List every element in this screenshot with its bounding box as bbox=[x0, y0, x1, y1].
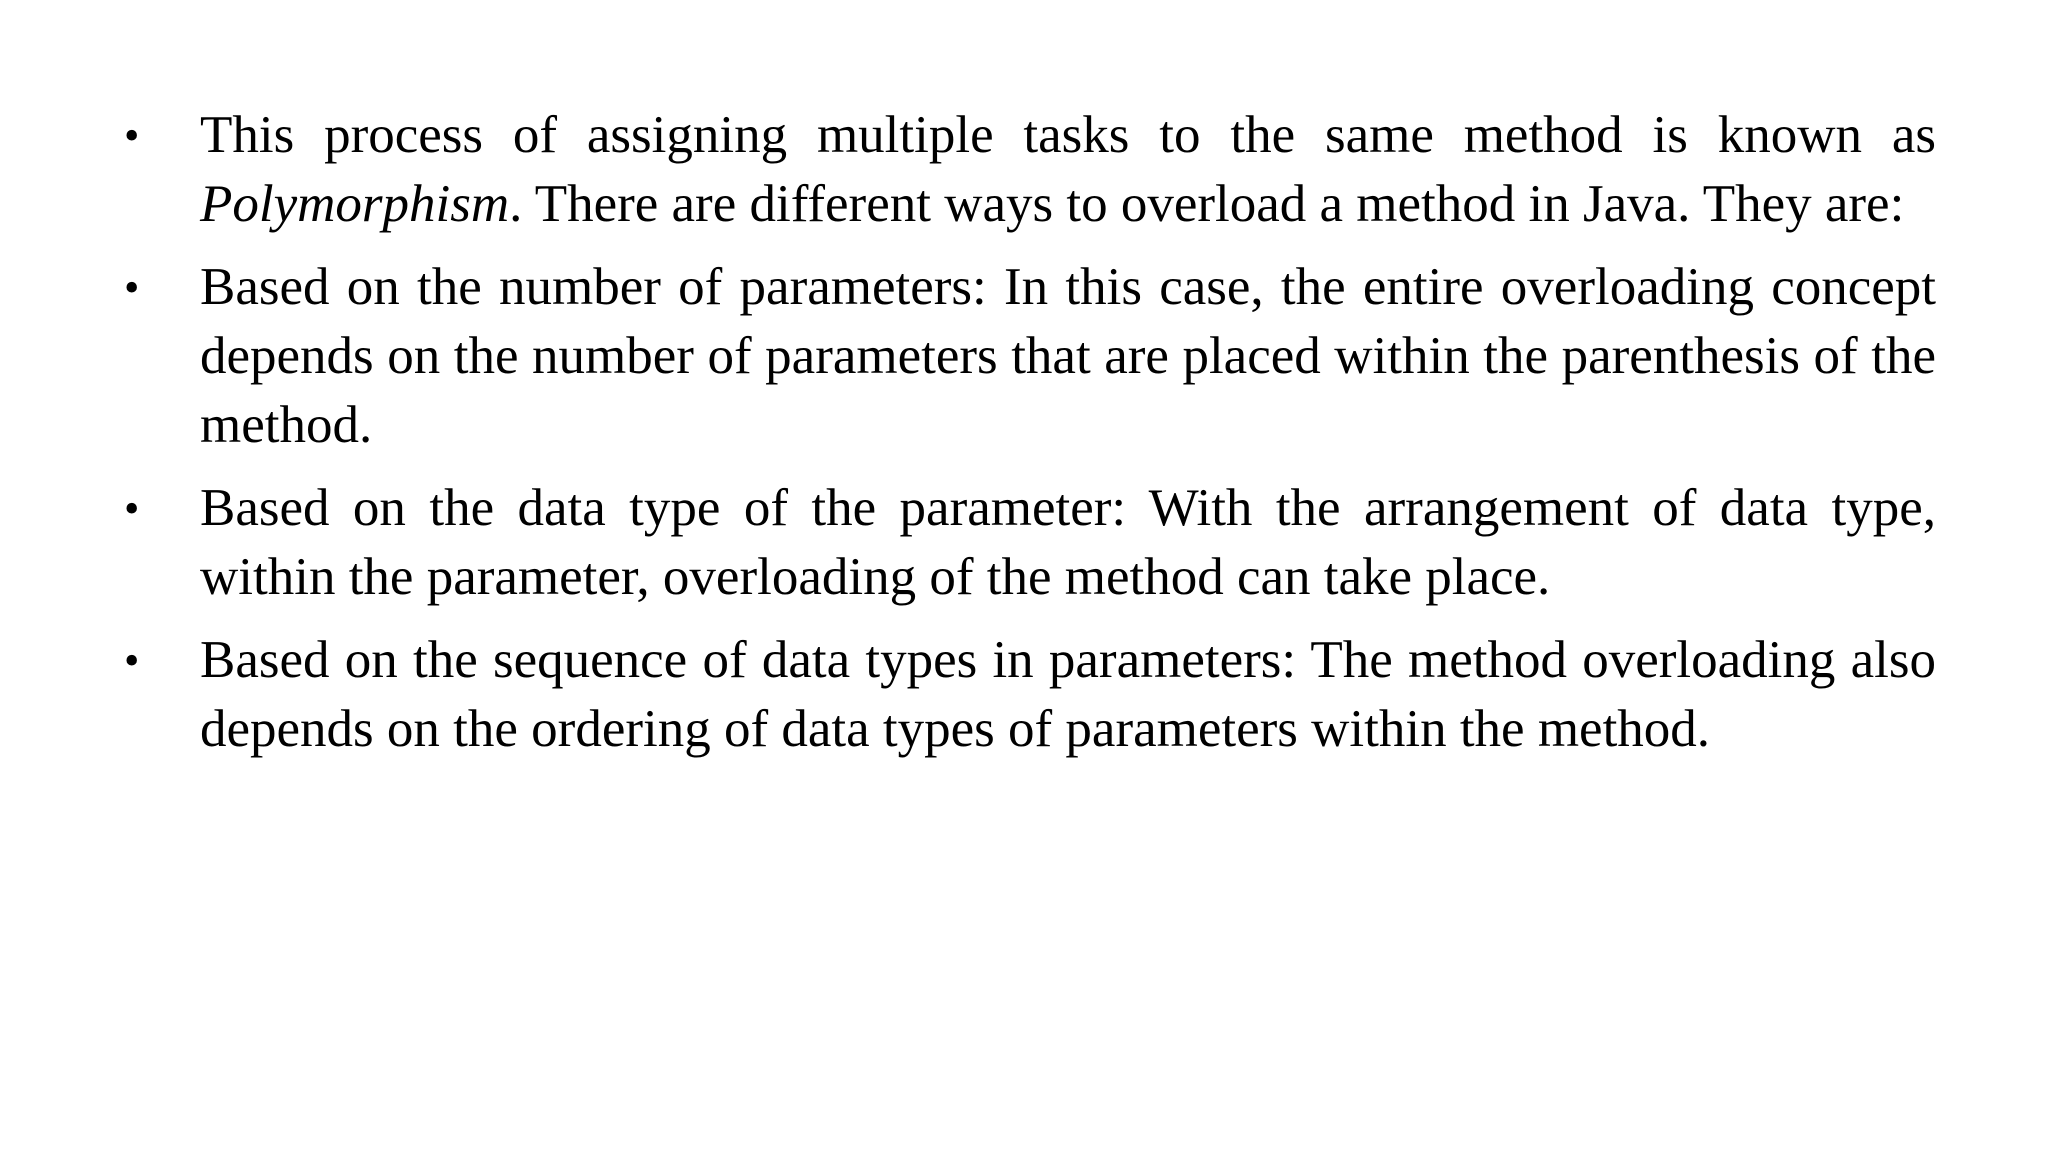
bullet-dot-icon: • bbox=[124, 484, 140, 533]
bullet-item-data-type bbox=[118, 474, 1936, 612]
bullet-item-number-of-parameters bbox=[118, 253, 1936, 460]
bullet-text-after: . There are different ways to overload a method in Java. They are: bbox=[509, 175, 1905, 233]
bullet-dot-icon: • bbox=[124, 263, 140, 312]
polymorphism-term: Polymorphism bbox=[200, 175, 510, 233]
bullet-dot-icon: • bbox=[124, 636, 140, 685]
bullet-text-before: This process of assigning multiple tasks to the same method is known as bbox=[200, 106, 1936, 164]
bullet-text: Based on the number of parameters: In this case, the entire overloading concept depends on the number of parameters that are placed within the parenthesis of the method. bbox=[200, 258, 1936, 454]
bullet-dot-icon: • bbox=[124, 111, 140, 160]
bullet-text: Based on the sequence of data types in parameters: The method overloading also depends on the ordering of data types of parameters within the method. bbox=[200, 631, 1936, 758]
bullet-item-polymorphism bbox=[118, 101, 1936, 239]
bullet-text: Based on the data type of the parameter: With the arrangement of data type, within the parameter, overloading of the method can take place. bbox=[200, 479, 1936, 606]
bullet-list bbox=[118, 101, 1936, 778]
bullet-text bbox=[200, 106, 1936, 233]
bullet-item-sequence-of-data-types bbox=[118, 626, 1936, 764]
